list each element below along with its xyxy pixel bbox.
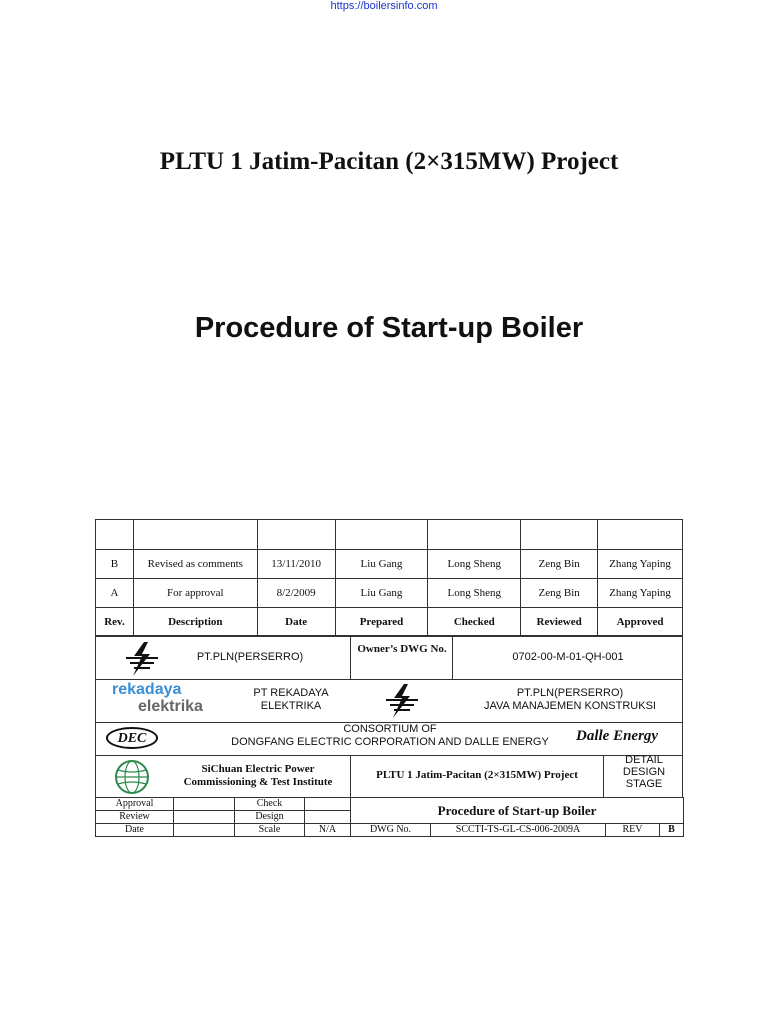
institute-globe-logo	[112, 758, 152, 796]
approval-label: Approval	[96, 798, 174, 811]
pln-lightning-logo	[124, 640, 160, 678]
consortium-label: CONSORTIUM OF	[343, 723, 437, 735]
signoff-table	[95, 797, 684, 837]
revision-row	[96, 579, 683, 608]
design-stage-line1: DETAIL	[625, 754, 663, 766]
institute-name-line2: Commissioning & Test Institute	[183, 776, 333, 788]
institute-name-line1: SiChuan Electric Power	[201, 763, 315, 775]
checked-cell: Long Sheng	[428, 579, 521, 608]
design-value	[305, 811, 351, 824]
check-value	[305, 798, 351, 811]
blank-revision-row	[96, 520, 683, 550]
prepared-cell: Liu Gang	[335, 579, 428, 608]
header-date: Date	[257, 608, 335, 637]
rekadaya-logo-line2: elektrika	[138, 698, 203, 715]
design-stage-line2: DESIGN	[622, 766, 666, 778]
date-value	[174, 824, 235, 837]
header-rev: Rev.	[96, 608, 134, 637]
rev-value: B	[660, 824, 684, 837]
dec-logo	[106, 727, 158, 749]
owners-dwg-label: Owner’s DWG No.	[357, 643, 447, 655]
review-label: Review	[96, 811, 174, 824]
reviewed-cell: Zeng Bin	[521, 550, 598, 579]
design-stage-line3: STAGE	[625, 778, 663, 790]
header-prepared: Prepared	[335, 608, 428, 637]
dec-logo-text: DEC	[117, 731, 147, 746]
scale-value: N/A	[305, 824, 351, 837]
consortium-members: DONGFANG ELECTRIC CORPORATION AND DALLE ENERGY	[231, 736, 549, 748]
header-reviewed: Reviewed	[521, 608, 598, 637]
header-checked: Checked	[428, 608, 521, 637]
check-label: Check	[235, 798, 305, 811]
dwg-no-label: DWG No.	[351, 824, 431, 837]
description-cell: Revised as comments	[133, 550, 257, 579]
owners-dwg-number: 0702-00-M-01-QH-001	[512, 651, 624, 663]
date-cell: 13/11/2010	[257, 550, 335, 579]
signoff-document-title: Procedure of Start-up Boiler	[351, 798, 684, 824]
header-description: Description	[133, 608, 257, 637]
rekadaya-name: PT REKADAYA ELEKTRIKA	[253, 687, 329, 712]
revision-row	[96, 550, 683, 579]
approval-value	[174, 798, 235, 811]
checked-cell: Long Sheng	[428, 550, 521, 579]
java-manajemen-name: JAVA MANAJEMEN KONSTRUKSI	[484, 700, 656, 712]
header-approved: Approved	[598, 608, 683, 637]
rev-label: REV	[606, 824, 660, 837]
revision-header-row	[96, 608, 683, 637]
revision-table	[95, 519, 683, 637]
design-label: Design	[235, 811, 305, 824]
pln-lightning-logo	[384, 682, 420, 720]
design-stage	[605, 754, 683, 790]
document-title: Procedure of Start-up Boiler	[194, 312, 584, 344]
date-label: Date	[96, 824, 174, 837]
source-url-link[interactable]: https://boilersinfo.com	[330, 0, 438, 12]
scale-label: Scale	[235, 824, 305, 837]
approved-cell: Zhang Yaping	[598, 579, 683, 608]
owner-name: PT.PLN(PERSERRO)	[196, 651, 304, 663]
reviewed-cell: Zeng Bin	[521, 579, 598, 608]
pln-name: PT.PLN(PERSERRO)	[516, 687, 624, 699]
approved-cell: Zhang Yaping	[598, 550, 683, 579]
rekadaya-logo-line1: rekadaya	[112, 681, 182, 698]
rev-cell: A	[96, 579, 134, 608]
rev-cell: B	[96, 550, 134, 579]
review-value	[174, 811, 235, 824]
prepared-cell: Liu Gang	[335, 550, 428, 579]
date-cell: 8/2/2009	[257, 579, 335, 608]
project-title: PLTU 1 Jatim-Pacitan (2×315MW) Project	[159, 148, 619, 175]
rekadaya-logo	[112, 681, 222, 719]
dalle-energy-logo: Dalle Energy	[576, 728, 659, 744]
dwg-number: SCCTI-TS-GL-CS-006-2009A	[431, 824, 606, 837]
description-cell: For approval	[133, 579, 257, 608]
institute-project-title: PLTU 1 Jatim-Pacitan (2×315MW) Project	[376, 769, 578, 781]
